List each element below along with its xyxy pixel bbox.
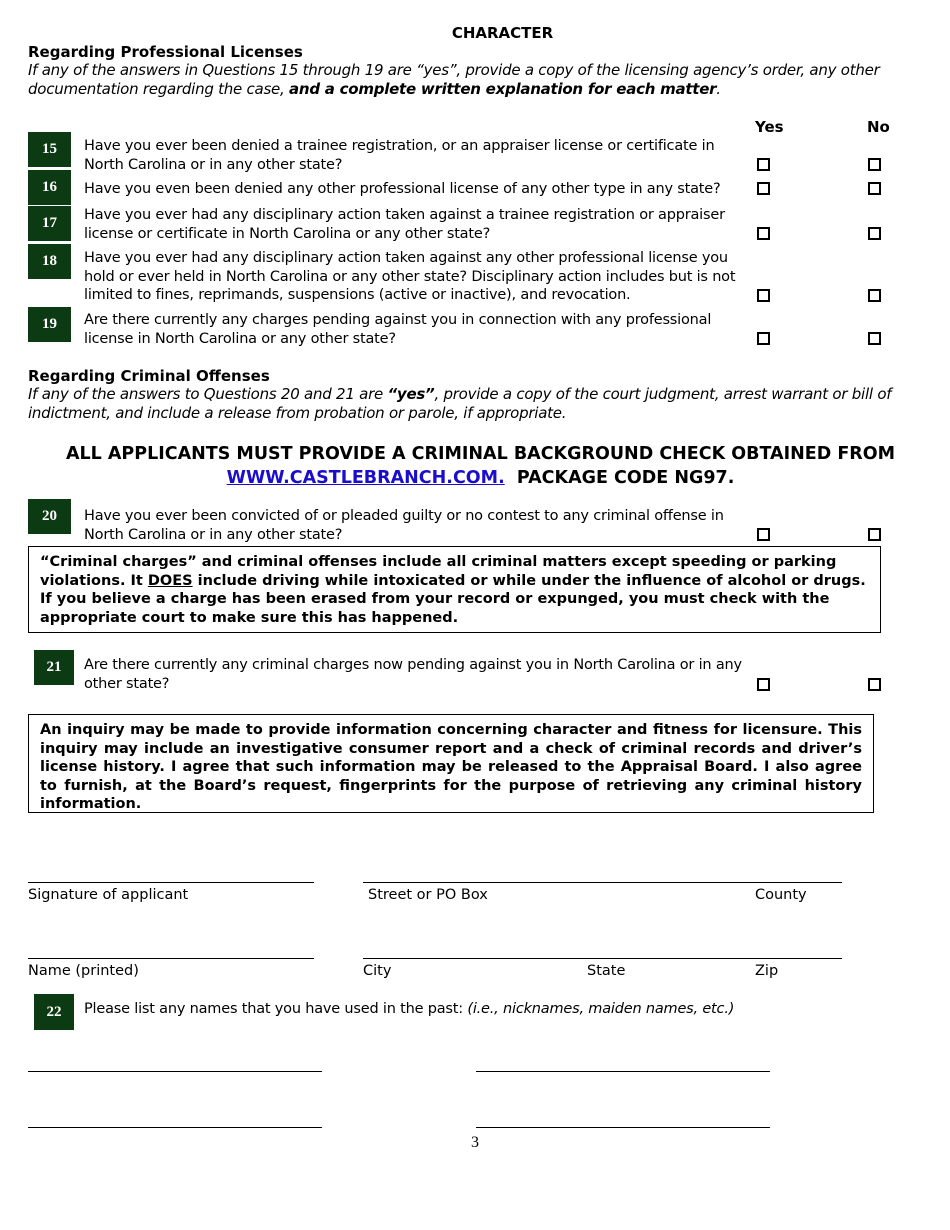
q20-yes-checkbox[interactable] (757, 528, 770, 541)
no-column-header: No (867, 118, 890, 136)
question-number-19: 19 (28, 307, 71, 342)
question-number-16: 16 (28, 170, 71, 205)
state-label: State (587, 963, 626, 979)
q18-no-checkbox[interactable] (868, 289, 881, 302)
q17-no-checkbox[interactable] (868, 227, 881, 240)
zip-label: Zip (755, 963, 779, 979)
q15-yes-checkbox[interactable] (757, 158, 770, 171)
background-check-notice: ALL APPLICANTS MUST PROVIDE A CRIMINAL BACKGROUND CHECK OBTAINED FROM WWW.CASTLEBRANCH.COM. PACKAGE CODE NG97. (65, 444, 896, 488)
professional-licenses-heading: Regarding Professional Licenses (28, 43, 303, 61)
question-number-22: 22 (34, 994, 74, 1030)
question-number-21: 21 (34, 650, 74, 685)
question-19-text: Are there currently any charges pending against you in connection with any professional license in North Carolina or any other state? (84, 312, 712, 347)
page-number: 3 (471, 1134, 479, 1151)
street-label: Street or PO Box (368, 887, 488, 903)
past-name-line-4[interactable] (476, 1127, 770, 1128)
inquiry-consent-box: An inquiry may be made to provide information concerning character and fitness for licensure. This inquiry may include an investigative consumer report and a check of criminal records and driver’s license history. I agree that such information may be released to the Appraisal Board. I also agree to furnish, at the Board’s request, fingerprints for the purpose of retrieving any criminal history information. (28, 714, 874, 813)
question-21-text: Are there currently any criminal charges now pending against you in North Carolina or in any other state? (84, 657, 742, 692)
question-number-17: 17 (28, 206, 71, 241)
past-name-line-3[interactable] (28, 1127, 322, 1128)
q18-yes-checkbox[interactable] (757, 289, 770, 302)
street-county-line[interactable] (363, 882, 842, 883)
q16-no-checkbox[interactable] (868, 182, 881, 195)
criminal-charges-definition-box: “Criminal charges” and criminal offenses include all criminal matters except speeding or parking violations. It DOES include driving while intoxicated or while under the influence of alcohol or drugs. If you believe a charge has been erased from your record or expunged, you must check with the appropriate court to make sure this has happened. (28, 546, 881, 633)
q15-no-checkbox[interactable] (868, 158, 881, 171)
q16-yes-checkbox[interactable] (757, 182, 770, 195)
signature-line[interactable] (28, 882, 314, 883)
q17-yes-checkbox[interactable] (757, 227, 770, 240)
criminal-offenses-heading: Regarding Criminal Offenses (28, 367, 270, 385)
past-name-line-2[interactable] (476, 1071, 770, 1072)
yes-column-header: Yes (755, 118, 784, 136)
question-number-18: 18 (28, 244, 71, 279)
question-17-text: Have you ever had any disciplinary action taken against a trainee registration or appraiser license or certificate in North Carolina or any other state? (84, 207, 725, 242)
city-label: City (363, 963, 392, 979)
question-22-text: Please list any names that you have used in the past: (i.e., nicknames, maiden names, etc.) (84, 1001, 735, 1017)
question-15-text: Have you ever been denied a trainee registration, or an appraiser license or certificate in North Carolina or in any other state? (84, 138, 715, 173)
q19-no-checkbox[interactable] (868, 332, 881, 345)
castlebranch-link[interactable]: WWW.CASTLEBRANCH.COM. (226, 468, 505, 488)
criminal-offenses-note: If any of the answers to Questions 20 and 21 are “yes”, provide a copy of the court judgment, arrest warrant or bill of indictment, and include a release from probation or parole, if appropriate. (28, 385, 892, 422)
question-20-text: Have you ever been convicted of or pleaded guilty or no contest to any criminal offense in North Carolina or in any other state? (84, 508, 724, 543)
q21-yes-checkbox[interactable] (757, 678, 770, 691)
professional-licenses-note: If any of the answers in Questions 15 through 19 are “yes”, provide a copy of the licensing agency’s order, any other documentation regarding the case, and a complete written explanation for each matter. (28, 61, 880, 98)
county-label: County (755, 887, 807, 903)
page-title: CHARACTER (451, 24, 554, 42)
printed-name-label: Name (printed) (28, 963, 139, 979)
question-16-text: Have you even been denied any other professional license of any other type in any state? (84, 181, 721, 197)
city-state-zip-line[interactable] (363, 958, 842, 959)
q19-yes-checkbox[interactable] (757, 332, 770, 345)
question-number-15: 15 (28, 132, 71, 167)
q20-no-checkbox[interactable] (868, 528, 881, 541)
printed-name-line[interactable] (28, 958, 314, 959)
past-name-line-1[interactable] (28, 1071, 322, 1072)
question-18-text: Have you ever had any disciplinary action taken against any other professional license you hold or ever held in North Carolina or any other state? Disciplinary action includes but is not limited to fines, reprimands, suspensions (active or inactive), and revocation. (84, 250, 736, 303)
q21-no-checkbox[interactable] (868, 678, 881, 691)
question-number-20: 20 (28, 499, 71, 534)
signature-label: Signature of applicant (28, 887, 189, 903)
